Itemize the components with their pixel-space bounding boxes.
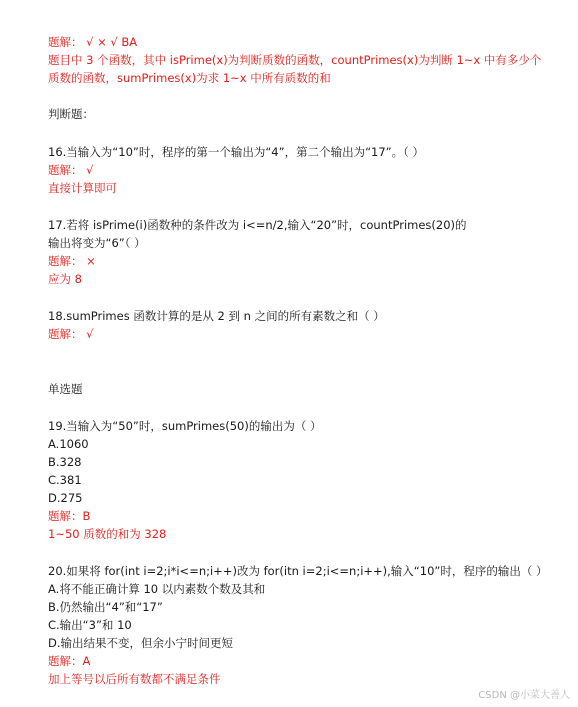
question-20-option-d: D.输出结果不变，但余小宁时间更短: [48, 636, 234, 650]
explanation-17: 应为 8: [48, 272, 82, 286]
csdn-watermark: CSDN @小菜大善人: [478, 690, 570, 701]
answer-16: 题解： √: [48, 163, 94, 177]
section-heading-single-choice: 单选题: [48, 382, 83, 396]
question-19-option-a: A.1060: [48, 437, 89, 451]
section-heading-true-false: 判断题：: [48, 107, 94, 121]
answer-explanation-line-1: 题目中 3 个函数，其中 isPrime(x)为判断质数的函数，countPrimes(x)为判断 1~x 中有多少个: [48, 53, 542, 67]
answer-17: 题解： ×: [48, 254, 96, 268]
question-19-option-d: D.275: [48, 491, 83, 505]
question-20-option-c: C.输出“3”和 10: [48, 618, 132, 632]
question-19-option-c: C.381: [48, 473, 82, 487]
answer-19: 题解：B: [48, 509, 91, 523]
answer-20: 题解：A: [48, 654, 91, 668]
question-20-option-b: B.仍然输出“4”和“17”: [48, 600, 163, 614]
question-18: 18.sumPrimes 函数计算的是从 2 到 n 之间的所有素数之和（ ）: [48, 309, 385, 323]
answer-summary: 题解： √ × √ BA: [48, 35, 138, 49]
question-17-line-2: 输出将变为“6”（ ）: [48, 236, 146, 250]
question-19-option-b: B.328: [48, 455, 82, 469]
question-20: 20.如果将 for(int i=2;i*i<=n;i++)改为 for(itn i=2;i<=n;i++),输入“10”时，程序的输出（ ）: [48, 564, 548, 578]
question-17-line-1: 17.若将 isPrime(i)函数种的条件改为 i<=n/2,输入“20”时，countPrimes(20)的: [48, 218, 467, 232]
question-20-option-a: A.将不能正确计算 10 以内素数个数及其和: [48, 582, 266, 596]
explanation-19: 1~50 质数的和为 328: [48, 527, 167, 541]
answer-explanation-line-2: 质数的函数，sumPrimes(x)为求 1~x 中所有质数的和: [48, 71, 331, 85]
explanation-20: 加上等号以后所有数都不满足条件: [48, 672, 221, 686]
question-16: 16.当输入为“10”时，程序的第一个输出为“4”，第二个输出为“17”。（ ）: [48, 145, 425, 159]
explanation-16: 直接计算即可: [48, 181, 117, 195]
question-19: 19.当输入为“50”时，sumPrimes(50)的输出为（ ）: [48, 419, 322, 433]
answer-18: 题解： √: [48, 327, 94, 341]
